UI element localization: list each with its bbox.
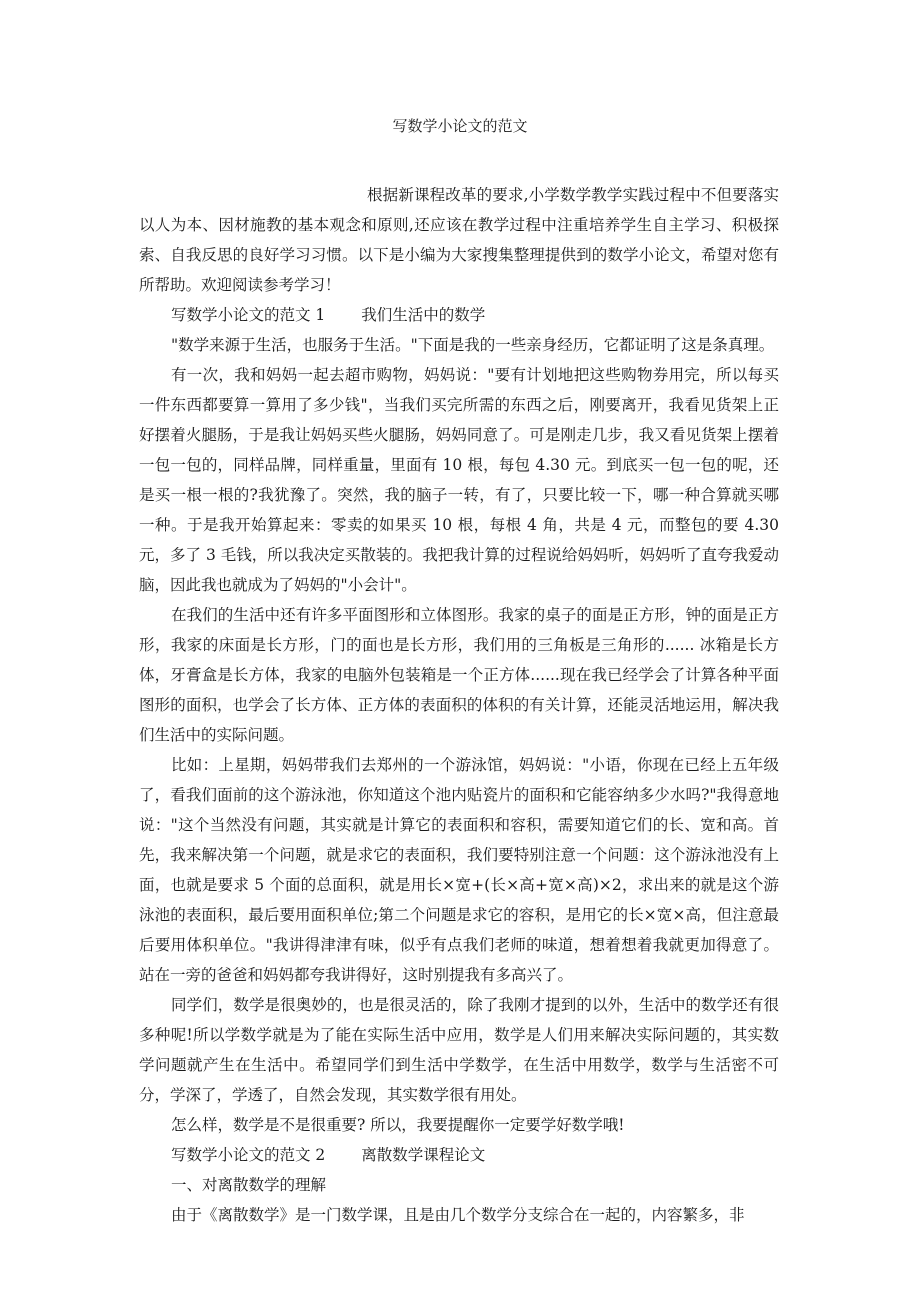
essay-1-title: 我们生活中的数学 [361,306,486,324]
document-title: 写数学小论文的范文 [392,117,528,135]
document-body [139,180,779,1230]
essay-2-label: 写数学小论文的范文 2 [171,1146,326,1164]
essay-1-paragraph: 在我们的生活中还有许多平面图形和立体图形。我家的桌子的面是正方形，钟的面是正方形，我家的床面是长方形，门的面也是长方形，我们用的三角板是三角形的...... 冰箱是长方体，牙膏盒是长方体，我家的电脑外包装箱是一个正方体......现在我已经学会了计算各种平面图形的面积，也学会了长方体、正方体的表面积的体积的有关计算，还能灵活地运用，解决我们生活中的实际问题。 [139,606,779,744]
essay-2-section-heading: 一、对离散数学的理解 [171,1176,327,1194]
intro-paragraph: 根据新课程改革的要求,小学数学教学实践过程中不但要落实以人为本、因材施教的基本观念和原则,还应该在教学过程中注重培养学生自主学习、积极探索、自我反思的良好学习习惯。以下是小编为大家搜集整理提供到的数学小论文，希望对您有所帮助。欢迎阅读参考学习！ [139,186,779,294]
essay-1-paragraph: "数学来源于生活，也服务于生活。"下面是我的一些亲身经历，它都证明了这是条真理。 [171,336,775,354]
essay-1-paragraph: 同学们，数学是很奥妙的，也是很灵活的，除了我刚才提到的以外，生活中的数学还有很多种呢!所以学数学就是为了能在实际生活中应用，数学是人们用来解决实际问题的，其实数学问题就产生在生活中。希望同学们到生活中学数学，在生活中用数学，数学与生活密不可分，学深了，学透了，自然会发现，其实数学很有用处。 [139,996,779,1104]
essay-2-title: 离散数学课程论文 [361,1146,486,1164]
essay-1-paragraph: 有一次，我和妈妈一起去超市购物，妈妈说："要有计划地把这些购物券用完，所以每买一件东西都要算一算用了多少钱"，当我们买完所需的东西之后，刚要离开，我看见货架上正好摆着火腿肠，于是我让妈妈买些火腿肠，妈妈同意了。可是刚走几步，我又看见货架上摆着一包一包的，同样品牌，同样重量，里面有 10 根，每包 4.30 元。到底买一包一包的呢，还是买一根一根的?我犹豫了。突然，我的脑子一转，有了，只要比较一下，哪一种合算就买哪一种。于是我开始算起来：零卖的如果买 10 根，每根 4 角，共是 4 元，而整包的要 4.30 元，多了 3 毛钱，所以我决定买散装的。我把我计算的过程说给妈妈听，妈妈听了直夸我爱动脑，因此我也就成为了妈妈的"小会计"。 [139,366,779,594]
essay-1-paragraph: 比如：上星期，妈妈带我们去郑州的一个游泳馆，妈妈说："小语，你现在已经上五年级了，看我们面前的这个游泳池，你知道这个池内贴瓷片的面积和它能容纳多少水吗?"我得意地说："这个当然没有问题，其实就是计算它的表面积和容积，需要知道它们的长、宽和高。首先，我来解决第一个问题，就是求它的表面积，我们要特别注意一个问题：这个游泳池没有上面，也就是要求 5 个面的总面积，就是用长×宽+(长×高+宽×高)×2，求出来的就是这个游泳池的表面积，最后要用面积单位;第二个问题是求它的容积，是用它的长×宽×高，但注意最后要用体积单位。"我讲得津津有味，似乎有点我们老师的味道，想着想着我就更加得意了。站在一旁的爸爸和妈妈都夸我讲得好，这时别提我有多高兴了。 [139,756,779,984]
essay-1-heading [139,300,779,330]
essay-1-paragraph: 怎么样，数学是不是很重要? 所以，我要提醒你一定要学好数学哦! [171,1116,625,1134]
essay-2-paragraph: 由于《离散数学》是一门数学课，且是由几个数学分支综合在一起的，内容繁多，非 [171,1206,745,1224]
essay-2-heading [139,1140,779,1170]
essay-1-label: 写数学小论文的范文 1 [171,306,326,324]
